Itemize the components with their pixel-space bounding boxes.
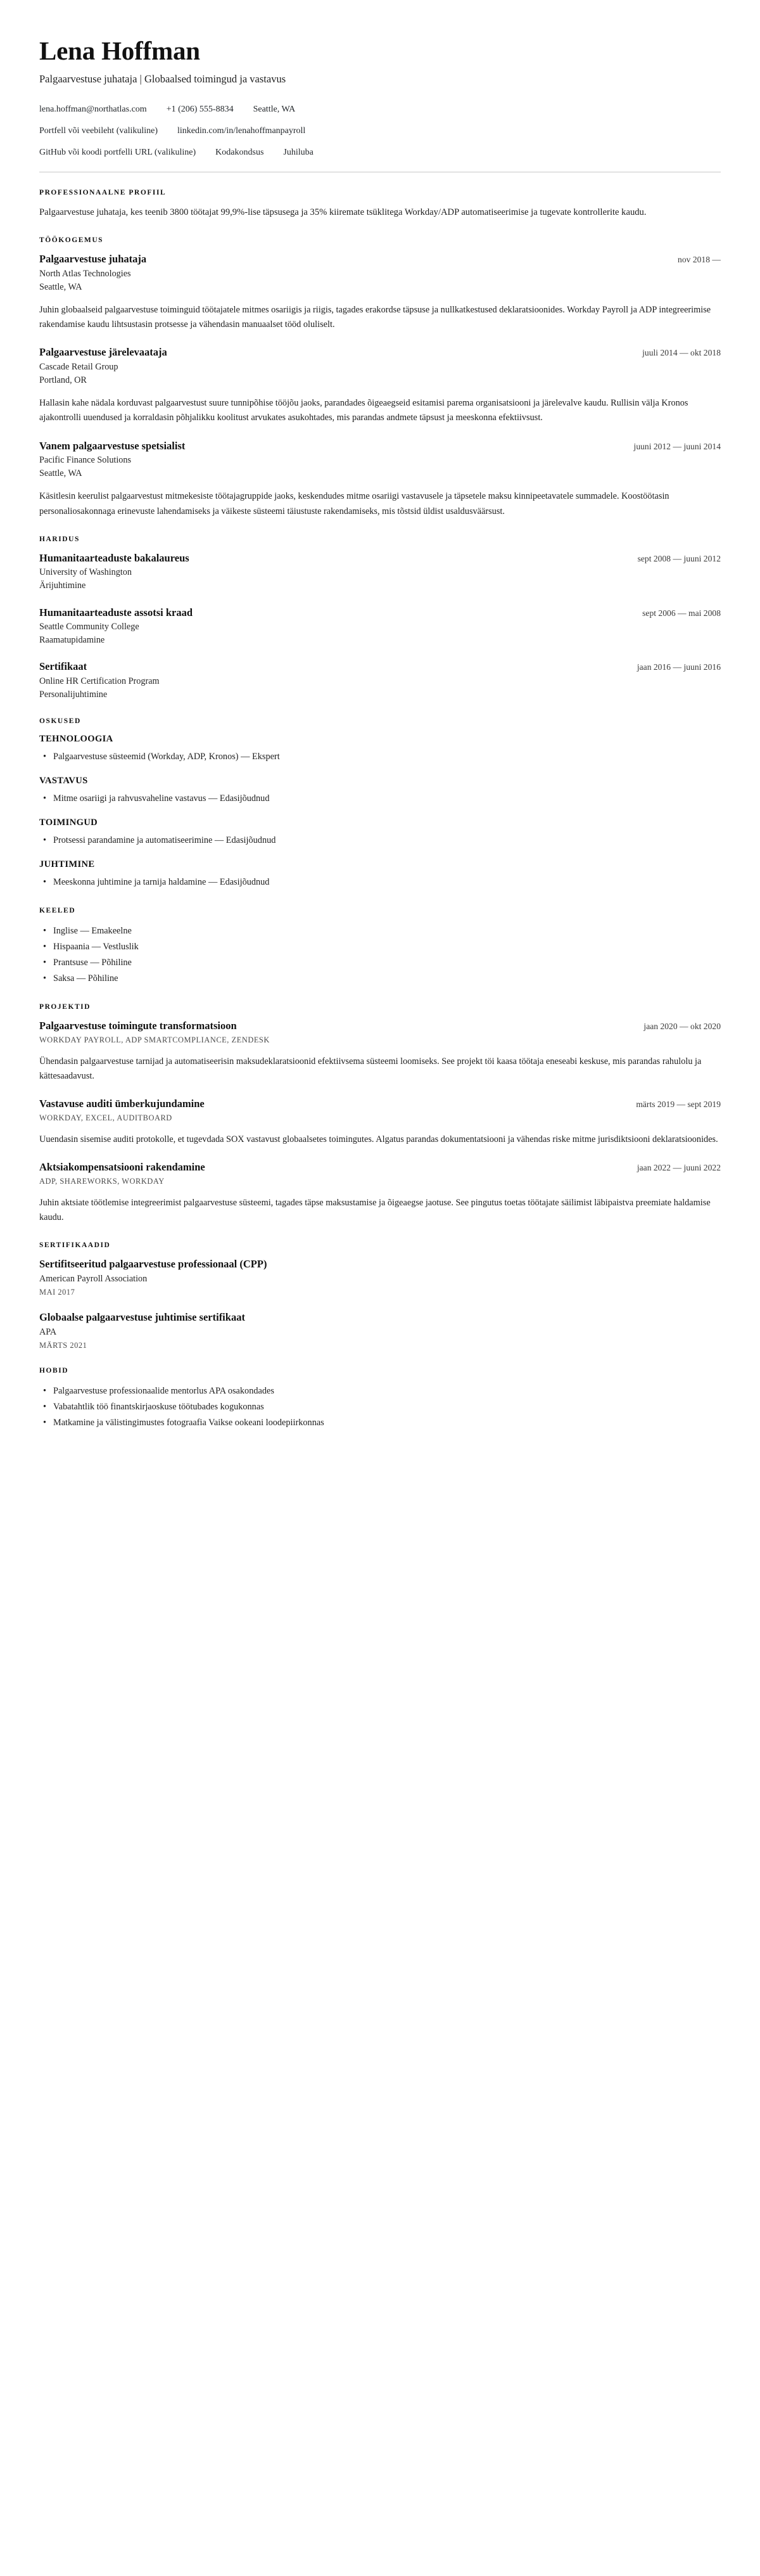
- section-title-certifications: SERTIFIKAADID: [39, 1241, 111, 1249]
- project-description: Uuendasin sisemise auditi protokolle, et tugevdada SOX vastavust globaalsetes toimingutes. Algatus parandas dokumentatsiooni ja vähendas riske mitme jurisdiktsiooni deklaratsioonides.: [39, 1134, 718, 1144]
- section-title-hobbies: HOBID: [39, 1367, 69, 1375]
- degree-date: sept 2006 — mai 2008: [642, 608, 721, 618]
- skill-group: [39, 817, 721, 849]
- degree-title: Sertifikaat: [39, 660, 87, 673]
- section-skills: [39, 717, 721, 890]
- experience-entry: [39, 440, 721, 519]
- contact-block: [39, 103, 721, 159]
- section-title-projects: PROJEKTID: [39, 1003, 91, 1011]
- contact-row: [39, 103, 721, 116]
- certification-issuer: APA: [39, 1326, 57, 1337]
- project-date: märts 2019 — sept 2019: [636, 1099, 721, 1110]
- job-location: Portland, OR: [39, 375, 87, 385]
- job-date: juuni 2012 — juuni 2014: [633, 441, 721, 451]
- project-date: jaan 2020 — okt 2020: [643, 1022, 721, 1032]
- experience-entry: [39, 346, 721, 425]
- entry-header: [39, 440, 721, 453]
- experience-entry: [39, 253, 721, 332]
- language-item: • Prantsuse — Põhiline: [39, 955, 721, 971]
- skill-item: • Protsessi parandamine ja automatiseerimine — Edasijõudnud: [39, 833, 721, 849]
- section-languages: [39, 907, 721, 987]
- job-description: Käsitlesin keerulist palgaarvestust mitmekesiste töötajagruppide jaoks, keskendudes mitme osariigi vastavusele ja täpsetele maksu kinnipeetavatele summadele. Koostöötasin personaliosakonnaga erinevuste lahendamiseks ja väikeste süsteemi täiustuste rakendamiseks, mis tõstsid üldist usaldusväärsust.: [39, 491, 669, 516]
- project-date: jaan 2022 — juuni 2022: [636, 1163, 721, 1172]
- entry-header: [39, 1161, 721, 1174]
- project-entry: [39, 1098, 721, 1147]
- contact-item[interactable]: linkedin.com/in/lenahoffmanpayroll: [177, 125, 306, 136]
- job-company: North Atlas Technologies: [39, 268, 131, 279]
- language-item: • Saksa — Põhiline: [39, 971, 721, 987]
- section-profile: [39, 189, 721, 221]
- skills-list: [39, 734, 721, 890]
- job-location: Seattle, WA: [39, 281, 82, 292]
- job-company: Pacific Finance Solutions: [39, 455, 132, 466]
- section-title-education: HARIDUS: [39, 535, 80, 543]
- skill-item: • Meeskonna juhtimine ja tarnija haldamine — Edasijõudnud: [39, 875, 721, 890]
- job-description: Hallasin kahe nädala korduvast palgaarvestust suure tunnipõhise tööjõu jaoks, parandades õigeaegseid esitamisi parema organisatsiooni ja järelevalve kaudu. Rullisin välja Kronos ajakontrolli uuendused ja korraldasin põhjalikku koolitust arvukates asukohtades, mis parandas andmete täpsust ja meeskonna efektiivsust.: [39, 398, 688, 423]
- entry-header: [39, 552, 721, 565]
- hobby-item: • Palgaarvestuse professionaalide mentorlus APA osakondades: [39, 1383, 721, 1399]
- section-hobbies: [39, 1367, 721, 1431]
- project-entry: [39, 1161, 721, 1225]
- skill-category: TEHNOLOOGIA: [39, 734, 113, 745]
- skill-items: [39, 749, 721, 765]
- skill-item: • Mitme osariigi ja rahvusvaheline vastavus — Edasijõudnud: [39, 791, 721, 807]
- certification-title: Globaalse palgaarvestuse juhtimise sertifikaat: [39, 1311, 245, 1324]
- project-tech-tags: ADP, SHAREWORKS, WORKDAY: [39, 1176, 165, 1186]
- skill-category: VASTAVUS: [39, 776, 88, 786]
- certification-issuer: American Payroll Association: [39, 1273, 148, 1284]
- certification-entry: [39, 1311, 721, 1350]
- entry-header: [39, 606, 721, 620]
- section-experience: [39, 236, 721, 518]
- resume-header: [39, 37, 721, 159]
- job-date: nov 2018 —: [678, 255, 721, 265]
- certification-title: Sertifitseeritud palgaarvestuse professionaal (CPP): [39, 1257, 267, 1270]
- certifications-list: [39, 1258, 721, 1350]
- languages-list: [39, 923, 721, 987]
- entry-header: [39, 1098, 721, 1111]
- certification-date: MÄRTS 2021: [39, 1341, 87, 1350]
- degree-title: Humanitaarteaduste bakalaureus: [39, 551, 189, 564]
- contact-item[interactable]: GitHub või koodi portfelli URL (valikuline): [39, 147, 196, 157]
- job-description: Juhin globaalseid palgaarvestuse toiminguid töötajatele mitmes osariigis ja riigis, tagades erakordse täpsuse ja nullkatkestused deklaratsioonides. Workday Payroll ja ADP integreerimise rakendamise kaudu lihtsustasin protsesse ja vähendasin manuaalset tööd oluliselt.: [39, 305, 711, 330]
- contact-item[interactable]: Kodakondsus: [215, 147, 264, 157]
- hobby-item: • Vabatahtlik töö finantskirjaoskuse töötubades kogukonnas: [39, 1399, 721, 1415]
- hobbies-list: [39, 1383, 721, 1431]
- projects-list: [39, 1020, 721, 1225]
- section-projects: [39, 1003, 721, 1225]
- section-title-languages: KEELED: [39, 907, 76, 915]
- education-list: [39, 552, 721, 701]
- job-location: Seattle, WA: [39, 468, 82, 478]
- skill-group: [39, 859, 721, 890]
- contact-row: [39, 124, 721, 138]
- section-education: [39, 535, 721, 701]
- job-date: juuli 2014 — okt 2018: [642, 348, 721, 358]
- section-title-skills: OSKUSED: [39, 717, 81, 726]
- job-company: Cascade Retail Group: [39, 362, 118, 373]
- entry-header: [39, 660, 721, 674]
- section-title-experience: TÖÖKOGEMUS: [39, 236, 104, 245]
- contact-item[interactable]: Seattle, WA: [253, 104, 296, 114]
- skill-items: [39, 833, 721, 849]
- contact-item[interactable]: Juhiluba: [283, 147, 314, 157]
- field-of-study: Ärijuhtimine: [39, 580, 86, 591]
- skill-items: [39, 875, 721, 890]
- candidate-name: Lena Hoffman: [39, 36, 200, 65]
- language-item: • Inglise — Emakeelne: [39, 923, 721, 939]
- entry-header: [39, 346, 721, 359]
- candidate-headline: Palgaarvestuse juhataja | Globaalsed toimingud ja vastavus: [39, 73, 286, 86]
- entry-header: [39, 1020, 721, 1033]
- project-description: Ühendasin palgaarvestuse tarnijad ja automatiseerisin maksudeklaratsioonid efektiivsema süsteemi loomiseks. See projekt töi kaasa töötaja eneseabi keskuse, mis parandas rahulolu ja kättesaadavust.: [39, 1056, 702, 1082]
- skill-group: [39, 776, 721, 807]
- school-name: Seattle Community College: [39, 622, 139, 632]
- skill-category: JUHTIMINE: [39, 859, 95, 870]
- entry-header: [39, 253, 721, 266]
- project-title: Palgaarvestuse toimingute transformatsioon: [39, 1020, 237, 1032]
- skill-group: [39, 734, 721, 765]
- experience-list: [39, 253, 721, 518]
- project-tech-tags: WORKDAY, EXCEL, AUDITBOARD: [39, 1113, 172, 1122]
- project-title: Aktsiakompensatsiooni rakendamine: [39, 1161, 205, 1173]
- section-title-profile: PROFESSIONAALNE PROFIIL: [39, 188, 167, 196]
- education-entry: [39, 606, 721, 647]
- degree-date: jaan 2016 — juuni 2016: [636, 662, 721, 672]
- section-certifications: [39, 1241, 721, 1350]
- school-name: University of Washington: [39, 567, 132, 578]
- skill-items: [39, 791, 721, 807]
- field-of-study: Raamatupidamine: [39, 634, 105, 645]
- job-title: Palgaarvestuse järelevaataja: [39, 346, 167, 359]
- job-title: Vanem palgaarvestuse spetsialist: [39, 439, 186, 452]
- project-description: Juhin aktsiate töötlemise integreerimist palgaarvestuse süsteemi, tagades täpse maksustamise ja õigeaegse jaotuse. See pingutus toetas töötajate säilimist läbipaistva preemiate haldamise kaudu.: [39, 1197, 711, 1222]
- skill-category: TOIMINGUD: [39, 817, 98, 828]
- language-item: • Hispaania — Vestluslik: [39, 939, 721, 955]
- skill-item: • Palgaarvestuse süsteemid (Workday, ADP, Kronos) — Ekspert: [39, 749, 721, 765]
- degree-title: Humanitaarteaduste assotsi kraad: [39, 606, 193, 618]
- project-tech-tags: WORKDAY PAYROLL, ADP SMARTCOMPLIANCE, ZENDESK: [39, 1035, 270, 1044]
- certification-date: MAI 2017: [39, 1288, 75, 1297]
- job-title: Palgaarvestuse juhataja: [39, 253, 147, 266]
- degree-date: sept 2008 — juuni 2012: [637, 553, 721, 563]
- school-name: Online HR Certification Program: [39, 676, 160, 686]
- project-entry: [39, 1020, 721, 1084]
- project-title: Vastavuse auditi ümberkujundamine: [39, 1098, 205, 1110]
- contact-item[interactable]: Portfell või veebileht (valikuline): [39, 125, 158, 136]
- contact-row: [39, 146, 721, 159]
- education-entry: [39, 660, 721, 701]
- certification-entry: [39, 1258, 721, 1297]
- education-entry: [39, 552, 721, 593]
- contact-item[interactable]: +1 (206) 555-8834: [166, 104, 234, 114]
- contact-item[interactable]: lena.hoffman@northatlas.com: [39, 104, 147, 114]
- profile-summary: Palgaarvestuse juhataja, kes teenib 3800 töötajat 99,9%-lise täpsusega ja 35% kiiremate tsüklitega Workday/ADP automatiseerimise ja tugevate kontrollerite kaudu.: [39, 207, 647, 217]
- field-of-study: Personalijuhtimine: [39, 689, 108, 700]
- hobby-item: • Matkamine ja välistingimustes fotograafia Vaikse ookeani loodepiirkonnas: [39, 1415, 721, 1431]
